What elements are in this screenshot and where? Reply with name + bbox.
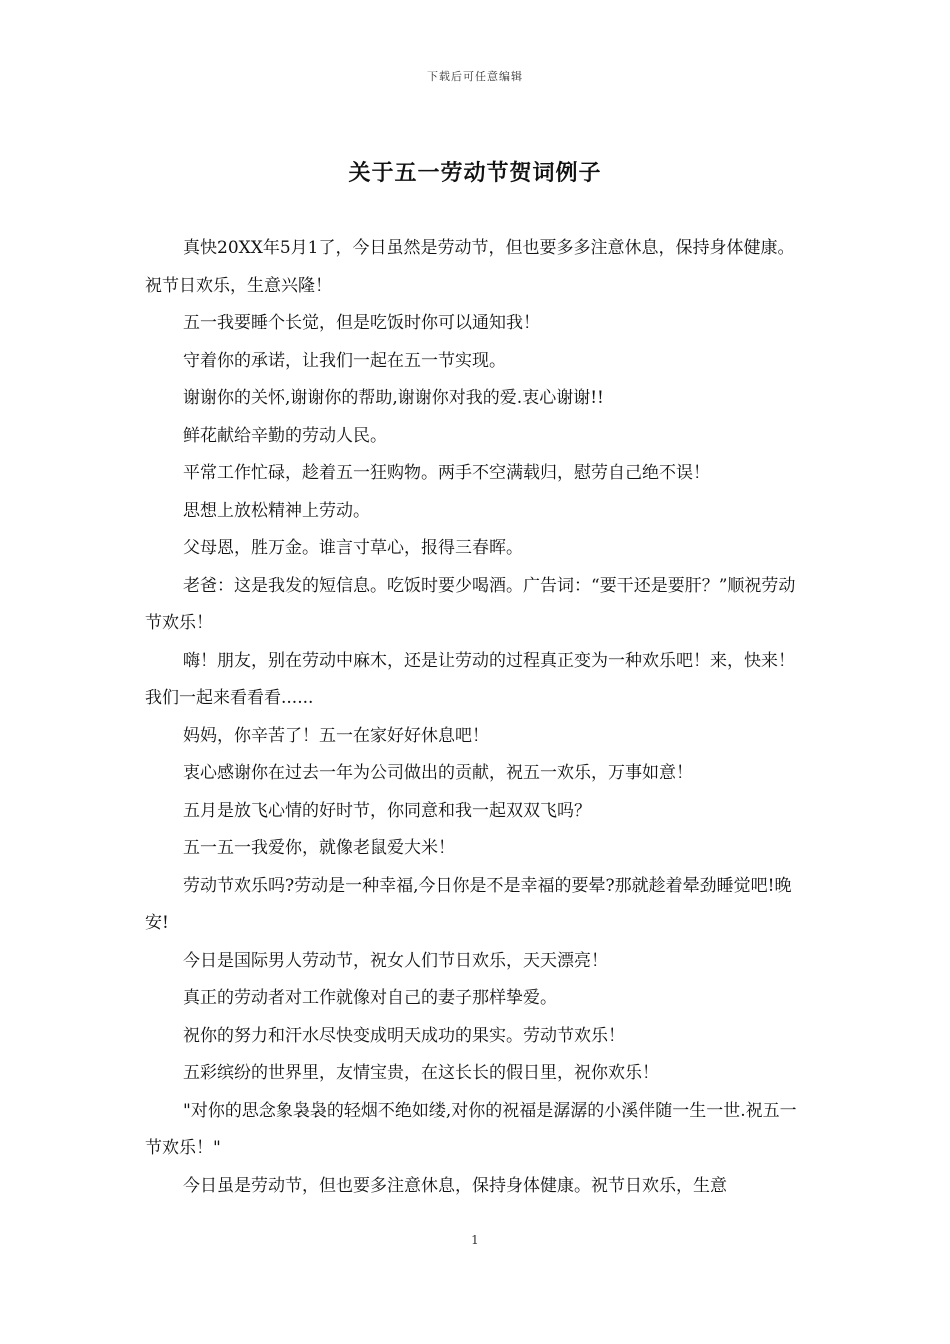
page-header-note: 下载后可任意编辑 bbox=[427, 70, 523, 83]
paragraph: "对你的思念象袅袅的轻烟不绝如缕,对你的祝福是潺潺的小溪伴随一生一世.祝五一节欢乐！" bbox=[145, 1100, 797, 1158]
paragraph: 真快20XX年5月1了，今日虽然是劳动节，但也要多多注意休息，保持身体健康。祝节日欢乐，生意兴隆！ bbox=[145, 238, 795, 296]
paragraph: 五一五一我爱你，就像老鼠爱大米！ bbox=[183, 838, 455, 858]
paragraph: 父母恩，胜万金。谁言寸草心，报得三春晖。 bbox=[183, 538, 523, 558]
document-title: 关于五一劳动节贺词例子 bbox=[348, 160, 602, 186]
page-number: 1 bbox=[471, 1233, 479, 1247]
paragraph: 守着你的承诺，让我们一起在五一节实现。 bbox=[183, 350, 506, 371]
paragraph: 五彩缤纷的世界里，友情宝贵，在这长长的假日里，祝你欢乐！ bbox=[183, 1063, 659, 1083]
document-body bbox=[145, 230, 810, 1205]
paragraph: 祝你的努力和汗水尽快变成明天成功的果实。劳动节欢乐！ bbox=[183, 1025, 625, 1046]
paragraph: 思想上放松精神上劳动。 bbox=[183, 500, 370, 521]
paragraph: 劳动节欢乐吗?劳动是一种幸福,今日你是不是幸福的要晕?那就趁着晕劲睡觉吧!晚安! bbox=[145, 875, 792, 933]
paragraph: 妈妈，你辛苦了！五一在家好好休息吧！ bbox=[183, 725, 489, 746]
paragraph: 真正的劳动者对工作就像对自己的妻子那样挚爱。 bbox=[183, 988, 557, 1008]
paragraph: 衷心感谢你在过去一年为公司做出的贡献，祝五一欢乐，万事如意！ bbox=[183, 763, 693, 783]
paragraph: 嗨！朋友，别在劳动中麻木，还是让劳动的过程真正变为一种欢乐吧！来，快来！我们一起来看看看...... bbox=[145, 650, 795, 708]
paragraph: 平常工作忙碌，趁着五一狂购物。两手不空满载归，慰劳自己绝不误！ bbox=[183, 463, 710, 483]
paragraph: 谢谢你的关怀,谢谢你的帮助,谢谢你对我的爱.衷心谢谢!! bbox=[183, 388, 604, 408]
paragraph: 五月是放飞心情的好时节，你同意和我一起双双飞吗？ bbox=[183, 800, 591, 821]
paragraph: 鲜花献给辛勤的劳动人民。 bbox=[183, 425, 387, 446]
paragraph: 老爸：这是我发的短信息。吃饭时要少喝酒。广告词：“要干还是要肝？”顺祝劳动节欢乐！ bbox=[145, 575, 796, 633]
paragraph: 今日是国际男人劳动节，祝女人们节日欢乐，天天漂亮！ bbox=[183, 950, 608, 971]
paragraph: 五一我要睡个长觉，但是吃饭时你可以通知我！ bbox=[183, 313, 540, 333]
paragraph: 今日虽是劳动节，但也要多注意休息，保持身体健康。祝节日欢乐，生意 bbox=[183, 1175, 727, 1196]
